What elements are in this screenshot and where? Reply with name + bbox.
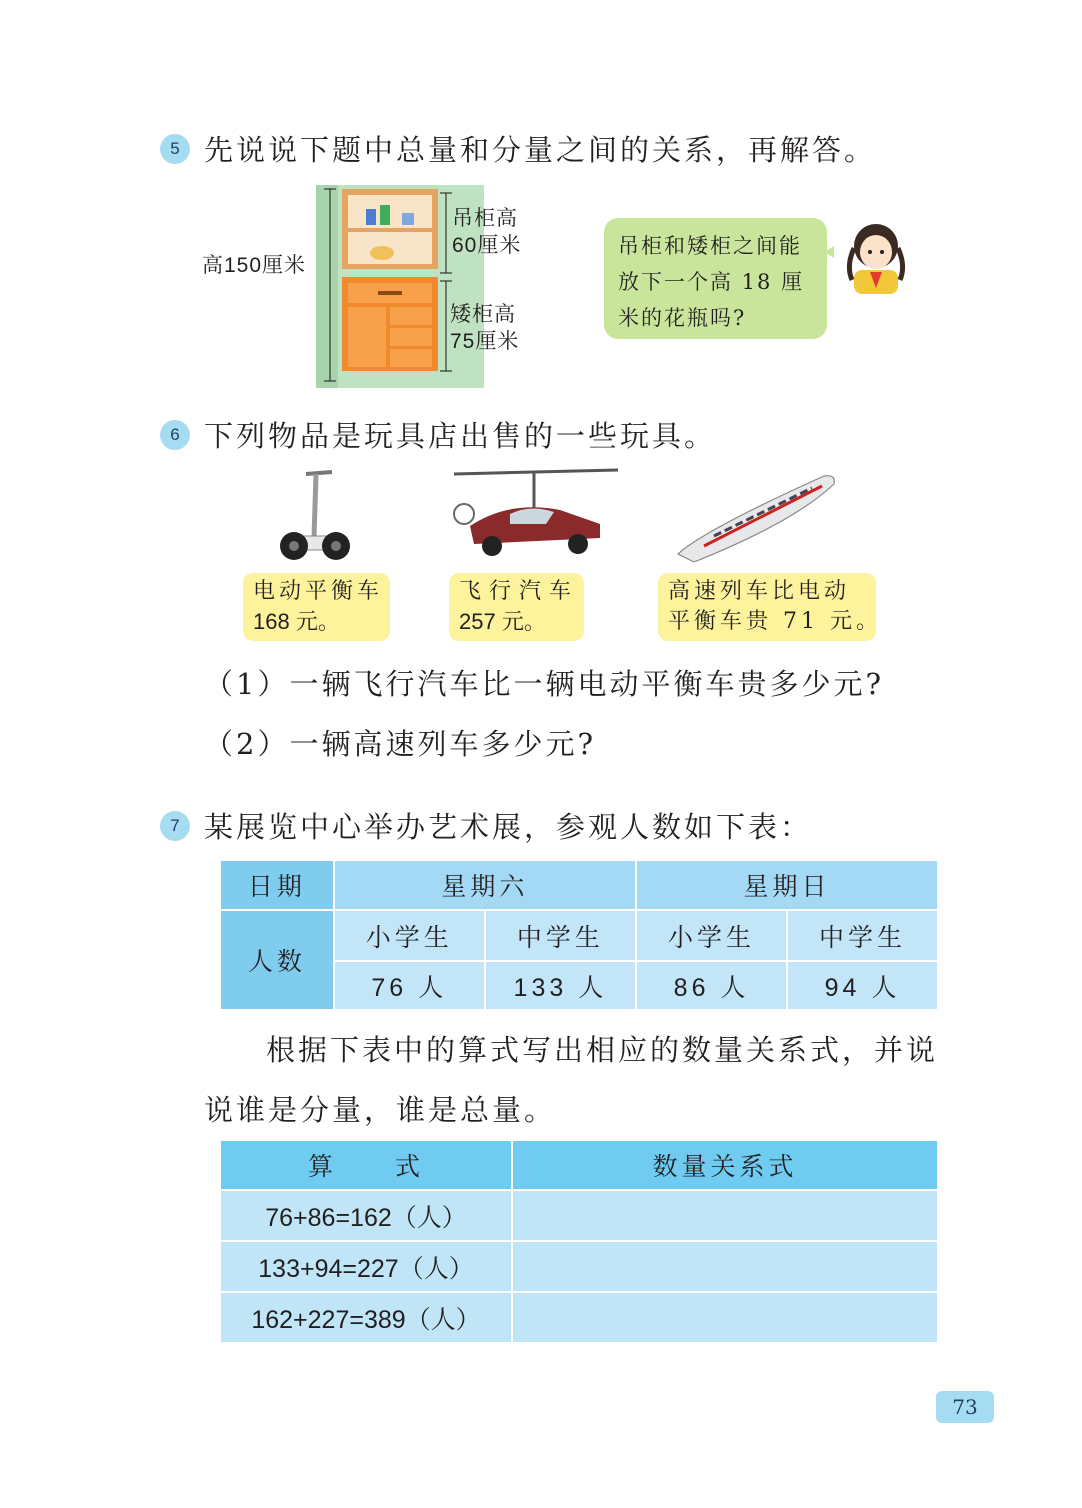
toy-card-line2: 平衡车贵 71 元。 — [668, 609, 882, 634]
upper-cabinet-label-line2: 60厘米 — [452, 234, 522, 257]
formula-cell: 133+94=227（人） — [220, 1241, 512, 1292]
grade-cell: 小学生 — [334, 910, 485, 961]
question-number-7: 7 — [160, 811, 190, 841]
toy-card-line1: 高速列车比电动 — [668, 579, 851, 604]
formula-cell: 76+86=162（人） — [220, 1190, 512, 1241]
count-cell: 76 人 — [334, 961, 485, 1010]
toy-card-line1: 飞行汽车 — [459, 579, 580, 604]
toy-card-line2: 168 元。 — [253, 609, 340, 634]
toy-card-high-speed-train — [658, 573, 882, 641]
relation-header: 数量关系式 — [512, 1140, 938, 1190]
question-5-text: 先说说下题中总量和分量之间的关系，再解答。 — [204, 133, 877, 167]
question-number-5: 5 — [160, 134, 190, 164]
lower-cabinet-label-line1: 矮柜高 — [450, 302, 516, 326]
toy-card-balance-scooter — [243, 573, 390, 641]
question-6-text: 下列物品是玩具店出售的一些玩具。 — [204, 419, 717, 453]
formula-cell: 162+227=389（人） — [220, 1292, 512, 1343]
cabinet-total-height-label: 高150厘米 — [202, 254, 307, 277]
date-header: 日期 — [220, 860, 334, 910]
question-6-sub2: （2）一辆高速列车多少元? — [204, 727, 596, 761]
relation-answer-cell[interactable] — [512, 1190, 938, 1241]
speech-bubble-line1: 吊柜和矮柜之间能 — [618, 234, 802, 258]
upper-cabinet-label-line1: 吊柜高 — [452, 206, 518, 230]
count-cell: 133 人 — [485, 961, 636, 1010]
question-7-text: 某展览中心举办艺术展，参观人数如下表： — [204, 810, 813, 844]
upper-cabinet-label — [452, 204, 521, 260]
girl-avatar — [824, 218, 924, 298]
high-speed-train-icon — [674, 466, 838, 562]
sunday-header: 星期日 — [636, 860, 938, 910]
question-number-6: 6 — [160, 420, 190, 450]
toy-card-line2: 257 元。 — [459, 609, 546, 634]
count-cell: 94 人 — [787, 961, 938, 1010]
relation-answer-cell[interactable] — [512, 1292, 938, 1343]
toy-card-line1: 电动平衡车 — [253, 579, 384, 604]
instruction-line-1: 根据下表中的算式写出相应的数量关系式，并说 — [266, 1033, 939, 1067]
grade-cell: 小学生 — [636, 910, 787, 961]
question-6-sub1: （1）一辆飞行汽车比一辆电动平衡车贵多少元? — [204, 667, 884, 701]
instruction-line-2: 说谁是分量，谁是总量。 — [204, 1093, 557, 1127]
visitor-table — [219, 859, 939, 1011]
formula-header: 算 式 — [220, 1140, 512, 1190]
count-cell: 86 人 — [636, 961, 787, 1010]
lower-cabinet-label — [450, 300, 519, 356]
grade-cell: 中学生 — [787, 910, 938, 961]
saturday-header: 星期六 — [334, 860, 636, 910]
speech-bubble-line3: 米的花瓶吗? — [618, 306, 747, 330]
count-header: 人数 — [220, 910, 334, 1010]
speech-bubble — [604, 218, 827, 339]
grade-cell: 中学生 — [485, 910, 636, 961]
lower-cabinet-label-line2: 75厘米 — [450, 330, 520, 353]
page-number: 73 — [936, 1391, 994, 1423]
relation-table — [219, 1139, 939, 1344]
flying-car-icon — [450, 464, 620, 564]
relation-answer-cell[interactable] — [512, 1241, 938, 1292]
toy-card-flying-car — [449, 573, 584, 641]
speech-bubble-line2: 放下一个高 18 厘 — [618, 270, 805, 294]
balance-scooter-icon — [276, 468, 352, 568]
